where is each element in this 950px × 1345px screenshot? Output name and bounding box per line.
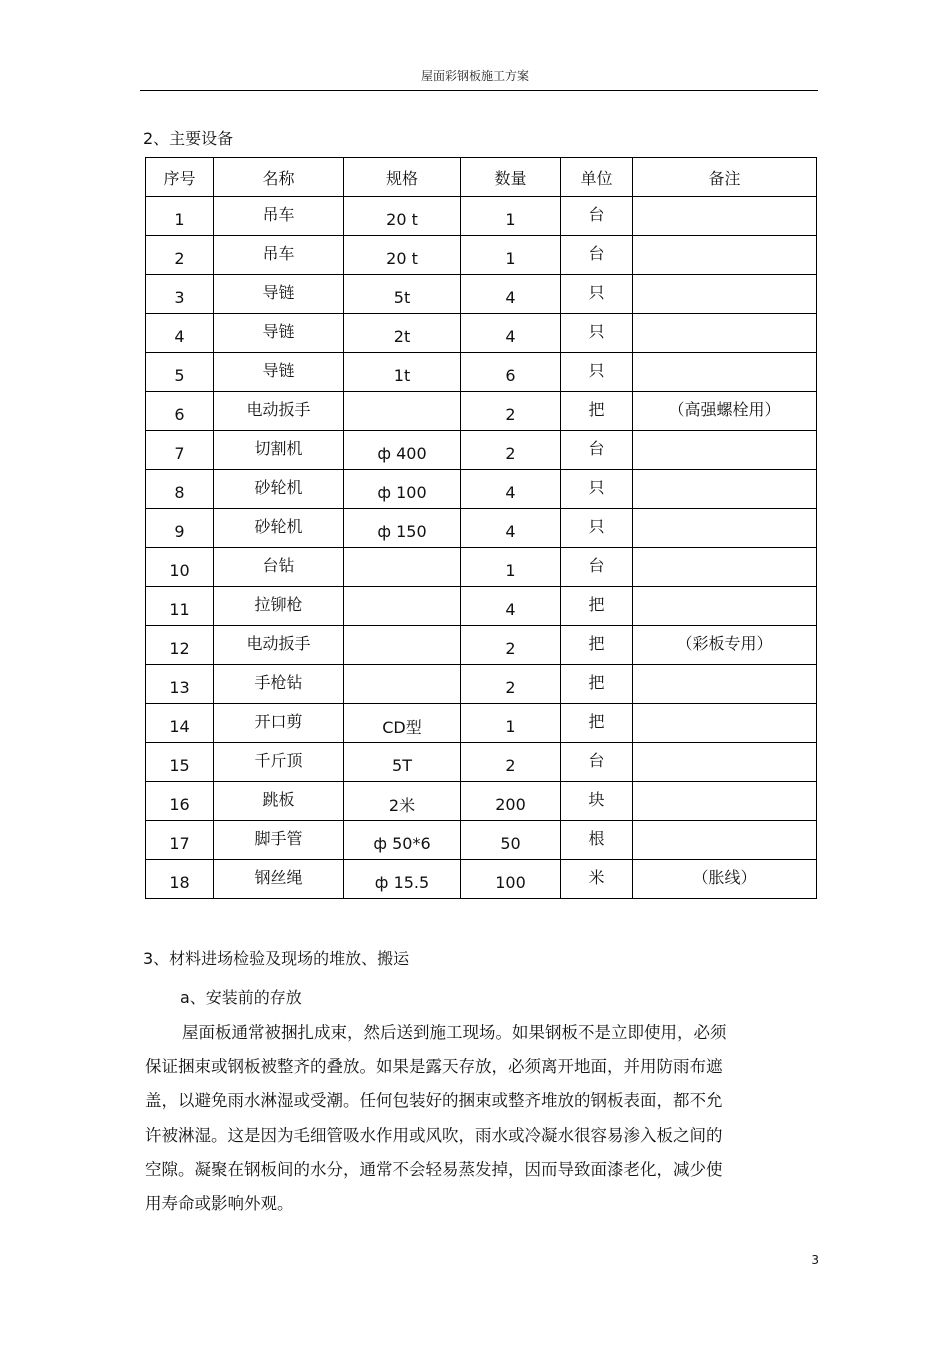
table-row [146, 392, 817, 431]
col-header-unit: 单位 [561, 158, 633, 197]
section-heading-materials: 3、材料进场检验及现场的堆放、搬运 [143, 949, 410, 968]
cell-index [146, 782, 214, 821]
cell-remark [633, 860, 817, 899]
cell-index-text: 1 [174, 209, 185, 229]
table-row [146, 665, 817, 704]
cell-name-text: 台钻 [262, 555, 295, 575]
cell-unit [561, 275, 633, 314]
cell-quantity [461, 509, 561, 548]
cell-quantity-text: 4 [505, 326, 516, 346]
cell-index-text: 12 [169, 638, 190, 658]
cell-unit [561, 860, 633, 899]
cell-index-text: 10 [169, 560, 190, 580]
equipment-table [145, 157, 817, 899]
cell-remark-text: （高强螺栓用） [668, 399, 781, 419]
cell-remark [633, 626, 817, 665]
cell-spec [344, 821, 461, 860]
cell-spec-text: 2米 [388, 795, 416, 815]
cell-name [214, 704, 344, 743]
cell-spec [344, 665, 461, 704]
cell-unit [561, 548, 633, 587]
cell-quantity-text: 1 [505, 560, 516, 580]
cell-quantity-text: 1 [505, 716, 516, 736]
col-header-name: 名称 [214, 158, 344, 197]
cell-quantity-text: 100 [495, 872, 526, 892]
cell-index [146, 314, 214, 353]
paragraph-line: 保证捆束或钢板被整齐的叠放。如果是露天存放，必须离开地面，并用防雨布遮 [145, 1057, 723, 1077]
cell-index-text: 2 [174, 248, 185, 268]
cell-unit-text: 台 [588, 243, 605, 263]
cell-index [146, 821, 214, 860]
cell-name-text: 电动扳手 [246, 399, 311, 419]
cell-name-text: 手枪钻 [254, 672, 303, 692]
cell-name [214, 665, 344, 704]
cell-quantity [461, 392, 561, 431]
cell-unit-text: 台 [588, 750, 605, 770]
cell-index [146, 509, 214, 548]
cell-quantity [461, 236, 561, 275]
cell-quantity [461, 704, 561, 743]
cell-spec [344, 548, 461, 587]
cell-index-text: 16 [169, 794, 190, 814]
table-row [146, 860, 817, 899]
cell-unit-text: 把 [588, 633, 605, 653]
cell-quantity [461, 743, 561, 782]
cell-name [214, 548, 344, 587]
cell-name-text: 脚手管 [254, 828, 303, 848]
cell-spec [344, 704, 461, 743]
cell-name [214, 782, 344, 821]
cell-quantity [461, 860, 561, 899]
cell-index-text: 5 [174, 365, 185, 385]
cell-index-text: 11 [169, 599, 190, 619]
cell-name-text: 电动扳手 [246, 633, 311, 653]
cell-index [146, 860, 214, 899]
cell-index-text: 6 [174, 404, 185, 424]
cell-unit [561, 353, 633, 392]
cell-name [214, 197, 344, 236]
cell-spec [344, 470, 461, 509]
cell-unit-text: 米 [588, 867, 605, 887]
cell-index-text: 15 [169, 755, 190, 775]
cell-unit-text: 把 [588, 399, 605, 419]
col-header-index: 序号 [146, 158, 214, 197]
table-row [146, 743, 817, 782]
cell-spec-text: 5t [393, 287, 411, 307]
cell-quantity-text: 2 [505, 677, 516, 697]
cell-remark [633, 392, 817, 431]
cell-unit [561, 197, 633, 236]
cell-index-text: 13 [169, 677, 190, 697]
paragraph-line: 许被淋湿。这是因为毛细管吸水作用或风吹，雨水或冷凝水很容易渗入板之间的 [145, 1125, 723, 1145]
cell-spec-text: ф 100 [377, 482, 427, 502]
cell-spec-text: ф 400 [377, 443, 427, 463]
cell-remark [633, 587, 817, 626]
cell-spec-text: ф 150 [377, 521, 427, 541]
cell-name [214, 314, 344, 353]
cell-name-text: 砂轮机 [254, 477, 303, 497]
cell-name [214, 821, 344, 860]
subsection-heading-storage: a、安装前的存放 [180, 988, 302, 1007]
table-row [146, 548, 817, 587]
cell-quantity-text: 4 [505, 482, 516, 502]
cell-index-text: 14 [169, 716, 190, 736]
cell-name-text: 砂轮机 [254, 516, 303, 536]
cell-name [214, 275, 344, 314]
cell-spec [344, 431, 461, 470]
cell-name [214, 860, 344, 899]
cell-unit [561, 509, 633, 548]
cell-unit-text: 台 [588, 204, 605, 224]
cell-name [214, 626, 344, 665]
table-row [146, 626, 817, 665]
cell-spec-text: 20 t [386, 248, 418, 268]
cell-unit [561, 743, 633, 782]
paragraph-line: 盖，以避免雨水淋湿或受潮。任何包装好的捆束或整齐堆放的钢板表面，都不允 [145, 1091, 723, 1111]
cell-name-text: 拉铆枪 [254, 594, 303, 614]
cell-name-text: 钢丝绳 [254, 867, 303, 887]
cell-remark [633, 236, 817, 275]
cell-spec [344, 314, 461, 353]
cell-index [146, 587, 214, 626]
cell-name-text: 跳板 [262, 789, 295, 809]
cell-quantity [461, 626, 561, 665]
cell-unit [561, 236, 633, 275]
cell-remark [633, 821, 817, 860]
cell-spec [344, 626, 461, 665]
cell-unit [561, 821, 633, 860]
table-row [146, 236, 817, 275]
cell-name [214, 743, 344, 782]
cell-index [146, 275, 214, 314]
cell-quantity-text: 2 [505, 638, 516, 658]
running-header-title: 屋面彩钢板施工方案 [420, 69, 529, 83]
cell-spec-text: ф 15.5 [374, 872, 430, 892]
cell-quantity-text: 1 [505, 209, 516, 229]
cell-index-text: 3 [174, 287, 185, 307]
cell-remark [633, 704, 817, 743]
cell-quantity-text: 200 [495, 794, 526, 814]
cell-quantity-text: 4 [505, 521, 516, 541]
col-header-quantity: 数量 [461, 158, 561, 197]
cell-spec [344, 392, 461, 431]
cell-unit [561, 314, 633, 353]
cell-spec-text: CD型 [382, 717, 422, 737]
storage-paragraph [145, 1016, 775, 1221]
col-header-spec: 规格 [344, 158, 461, 197]
cell-spec [344, 860, 461, 899]
cell-quantity-text: 2 [505, 443, 516, 463]
cell-index-text: 18 [169, 872, 190, 892]
cell-unit-text: 只 [588, 360, 605, 380]
table-row [146, 782, 817, 821]
cell-index [146, 392, 214, 431]
cell-unit [561, 665, 633, 704]
cell-index-text: 9 [174, 521, 185, 541]
cell-unit-text: 只 [588, 477, 605, 497]
cell-index [146, 353, 214, 392]
cell-name [214, 470, 344, 509]
table-row [146, 470, 817, 509]
cell-remark [633, 548, 817, 587]
cell-name-text: 千斤顶 [254, 750, 303, 770]
cell-remark [633, 197, 817, 236]
cell-quantity-text: 50 [500, 833, 521, 853]
cell-quantity [461, 431, 561, 470]
cell-quantity [461, 782, 561, 821]
cell-remark [633, 470, 817, 509]
cell-remark [633, 782, 817, 821]
cell-unit [561, 392, 633, 431]
cell-remark-text: （胀线） [692, 867, 757, 887]
cell-spec [344, 782, 461, 821]
cell-unit-text: 只 [588, 321, 605, 341]
cell-quantity-text: 2 [505, 404, 516, 424]
table-row [146, 275, 817, 314]
table-row [146, 821, 817, 860]
cell-unit-text: 块 [588, 789, 605, 809]
cell-quantity [461, 314, 561, 353]
cell-spec [344, 587, 461, 626]
cell-index [146, 236, 214, 275]
table-row [146, 353, 817, 392]
cell-index [146, 665, 214, 704]
cell-spec-text: 20 t [386, 209, 418, 229]
cell-quantity [461, 275, 561, 314]
cell-remark [633, 353, 817, 392]
cell-quantity-text: 6 [505, 365, 516, 385]
cell-name-text: 吊车 [262, 243, 295, 263]
cell-unit [561, 587, 633, 626]
cell-name [214, 587, 344, 626]
cell-name [214, 431, 344, 470]
cell-index [146, 626, 214, 665]
cell-index [146, 548, 214, 587]
col-header-remark: 备注 [633, 158, 817, 197]
cell-unit-text: 根 [588, 828, 605, 848]
table-row [146, 197, 817, 236]
cell-unit-text: 把 [588, 711, 605, 731]
cell-spec [344, 197, 461, 236]
cell-name [214, 236, 344, 275]
cell-index [146, 743, 214, 782]
cell-remark-text: （彩板专用） [676, 633, 773, 653]
cell-name-text: 开口剪 [254, 711, 303, 731]
cell-index-text: 17 [169, 833, 190, 853]
cell-remark [633, 431, 817, 470]
cell-name-text: 导链 [262, 360, 295, 380]
table-row [146, 314, 817, 353]
cell-quantity [461, 470, 561, 509]
cell-unit-text: 台 [588, 438, 605, 458]
cell-spec-text: 1t [393, 365, 411, 385]
cell-index [146, 470, 214, 509]
cell-name [214, 392, 344, 431]
section-heading-equipment: 2、主要设备 [143, 129, 234, 148]
cell-index [146, 431, 214, 470]
table-row [146, 431, 817, 470]
cell-name [214, 353, 344, 392]
cell-remark [633, 665, 817, 704]
cell-spec [344, 353, 461, 392]
cell-unit [561, 626, 633, 665]
cell-unit [561, 782, 633, 821]
cell-spec [344, 236, 461, 275]
cell-spec-text: 2t [393, 326, 411, 346]
cell-quantity [461, 821, 561, 860]
cell-name-text: 导链 [262, 282, 295, 302]
table-header-row [146, 158, 817, 197]
table-row [146, 587, 817, 626]
cell-name-text: 切割机 [254, 438, 303, 458]
cell-quantity [461, 665, 561, 704]
cell-unit [561, 470, 633, 509]
cell-unit-text: 台 [588, 555, 605, 575]
cell-quantity-text: 4 [505, 287, 516, 307]
cell-spec-text: 5T [392, 755, 412, 775]
cell-unit [561, 431, 633, 470]
cell-unit-text: 只 [588, 282, 605, 302]
cell-spec-text: ф 50*6 [373, 833, 431, 853]
cell-index-text: 8 [174, 482, 185, 502]
cell-remark [633, 509, 817, 548]
cell-quantity-text: 1 [505, 248, 516, 268]
cell-index [146, 197, 214, 236]
cell-unit [561, 704, 633, 743]
cell-quantity [461, 197, 561, 236]
cell-quantity [461, 548, 561, 587]
table-row [146, 509, 817, 548]
table-row [146, 704, 817, 743]
paragraph-line: 屋面板通常被捆扎成束，然后送到施工现场。如果钢板不是立即使用，必须 [182, 1023, 727, 1042]
cell-unit-text: 把 [588, 672, 605, 692]
cell-quantity [461, 353, 561, 392]
cell-name [214, 509, 344, 548]
cell-remark [633, 743, 817, 782]
cell-remark [633, 275, 817, 314]
cell-quantity-text: 2 [505, 755, 516, 775]
cell-spec [344, 275, 461, 314]
paragraph-line: 空隙。凝聚在钢板间的水分，通常不会轻易蒸发掉，因而导致面漆老化，减少使 [145, 1159, 723, 1179]
cell-name-text: 吊车 [262, 204, 295, 224]
cell-spec [344, 743, 461, 782]
cell-index-text: 7 [174, 443, 185, 463]
cell-spec [344, 509, 461, 548]
cell-quantity-text: 4 [505, 599, 516, 619]
cell-quantity [461, 587, 561, 626]
cell-remark [633, 314, 817, 353]
paragraph-line: 用寿命或影响外观。 [145, 1194, 294, 1214]
cell-unit-text: 只 [588, 516, 605, 536]
cell-unit-text: 把 [588, 594, 605, 614]
page-number: 3 [811, 1253, 819, 1267]
header-rule [140, 90, 818, 91]
cell-index [146, 704, 214, 743]
cell-name-text: 导链 [262, 321, 295, 341]
cell-index-text: 4 [174, 326, 185, 346]
